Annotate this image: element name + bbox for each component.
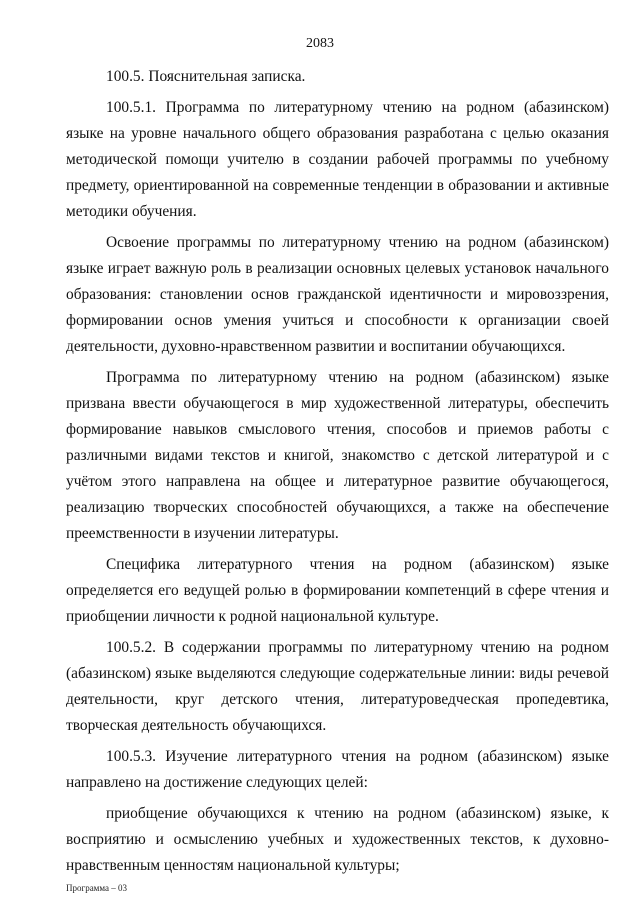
- document-body: [66, 64, 609, 884]
- page-number: 2083: [306, 36, 334, 51]
- section-heading: 100.5. Пояснительная записка.: [106, 68, 306, 85]
- paragraph: 100.5.3. Изучение литературного чтения на родном (абазинском) языке направлено на достижение следующих целей:: [66, 748, 609, 791]
- paragraph: Программа по литературному чтению на родном (абазинском) языке призвана ввести обучающегося в мир художественной литературы, обеспечить формирование навыков смыслового чтения, способов и приемов работы с различными видами текстов и книгой, знакомство с детской литературой и с учётом этого направлена на общее и литературное развитие обучающегося, реализацию творческих способностей обучающихся, а также на обеспечение преемственности в изучении литературы.: [66, 369, 609, 542]
- paragraph: приобщение обучающихся к чтению на родном (абазинском) языке, к восприятию и осмыслению учебных и художественных текстов, к духовно-нравственным ценностям национальной культуры;: [66, 805, 609, 874]
- paragraph: 100.5.2. В содержании программы по литературному чтению на родном (абазинском) языке выделяются следующие содержательные линии: виды речевой деятельности, круг детского чтения, литературоведческая пропедевтика, творческая деятельность обучающихся.: [66, 639, 609, 734]
- paragraph: 100.5.1. Программа по литературному чтению на родном (абазинском) языке на уровне начального общего образования разработана с целью оказания методической помощи учителю в создании рабочей программы по учебному предмету, ориентированной на современные тенденции в образовании и активные методики обучения.: [66, 99, 609, 220]
- paragraph: Освоение программы по литературному чтению на родном (абазинском) языке играет важную роль в реализации основных целевых установок начального образования: становлении основ гражданской идентичности и мировоззрения, формировании основ умения учиться и способности к организации своей деятельности, духовно-нравственном развитии и воспитании обучающихся.: [66, 234, 609, 355]
- footer-label: Программа – 03: [66, 883, 128, 893]
- paragraph: Специфика литературного чтения на родном (абазинском) языке определяется его ведущей ролью в формировании компетенций в сфере чтения и приобщении личности к родной национальной культуре.: [66, 556, 609, 625]
